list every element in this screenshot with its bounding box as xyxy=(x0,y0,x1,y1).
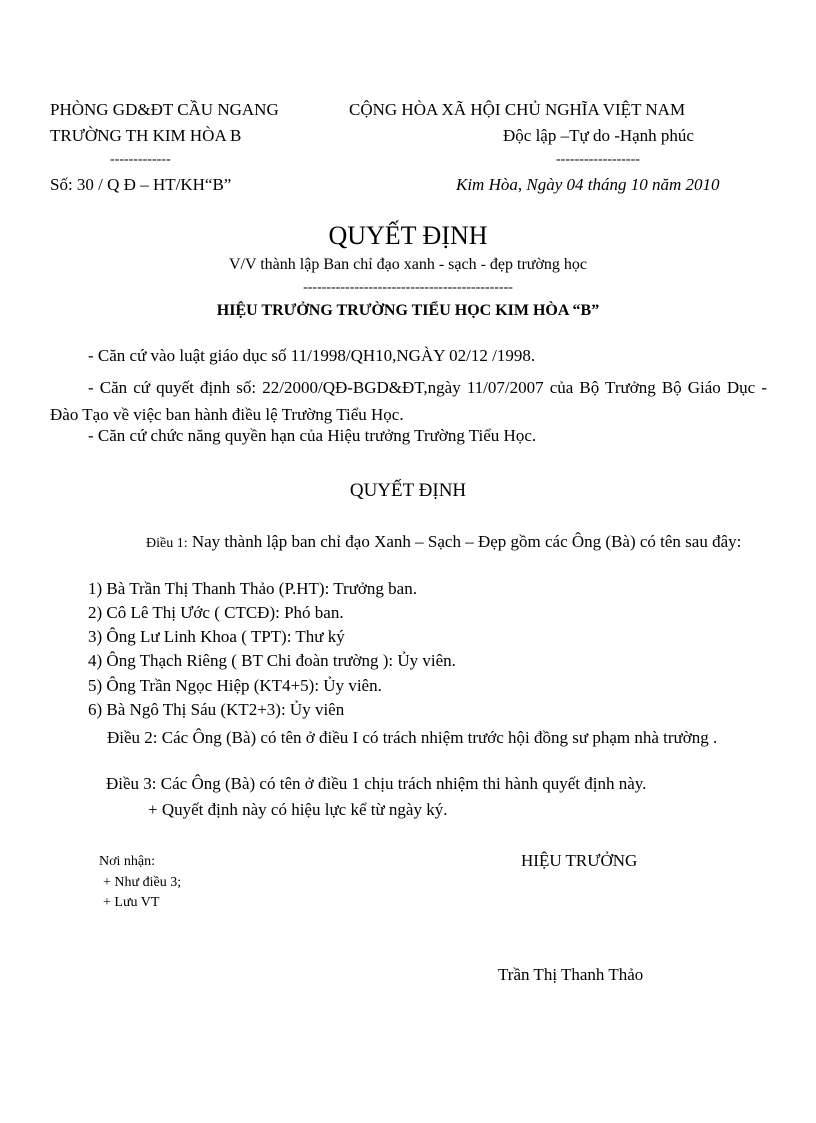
country-name: CỘNG HÒA XÃ HỘI CHỦ NGHĨA VIỆT NAM xyxy=(349,100,686,119)
issuer-title: HIỆU TRƯỞNG TRƯỜNG TIỂU HỌC KIM HÒA “B” xyxy=(216,302,600,319)
right-divider: ------------------ xyxy=(556,152,640,167)
document-subject: V/V thành lập Ban chỉ đạo xanh - sạch - đẹp trường học xyxy=(228,256,588,273)
member-5: 5) Ông Trần Ngọc Hiệp (KT4+5): Ủy viên. xyxy=(88,676,382,695)
article-2: Điều 2: Các Ông (Bà) có tên ở điều I có trách nhiệm trước hội đồng sư phạm nhà trường . xyxy=(107,728,718,747)
article-3: Điều 3: Các Ông (Bà) có tên ở điều 1 chịu trách nhiệm thi hành quyết định này. xyxy=(106,774,647,793)
basis-1: - Căn cứ vào luật giáo dục số 11/1998/QH10,NGÀY 02/12 /1998. xyxy=(88,346,536,365)
left-divider: ------------- xyxy=(110,152,171,167)
basis-3: - Căn cứ chức năng quyền hạn của Hiệu trưởng Trường Tiểu Học. xyxy=(88,426,537,445)
document-number: Số: 30 / Q Đ – HT/KH“B” xyxy=(50,175,232,194)
school-name: TRƯỜNG TH KIM HÒA B xyxy=(50,126,242,145)
basis-2: - Căn cứ quyết định số: 22/2000/QĐ-BGD&ĐT,ngày 11/07/2007 của Bộ Trưởng Bộ Giáo Dục - Đào Tạo về việc ban hành điều lệ Trường Tiểu Học. xyxy=(50,378,767,424)
place-date: Kim Hòa, Ngày 04 tháng 10 năm 2010 xyxy=(456,175,720,194)
member-3: 3) Ông Lư Linh Khoa ( TPT): Thư ký xyxy=(88,627,345,646)
member-6: 6) Bà Ngô Thị Sáu (KT2+3): Ủy viên xyxy=(88,700,345,719)
article-1-text: Nay thành lập ban chỉ đạo Xanh – Sạch – Đẹp gồm các Ông (Bà) có tên sau đây: xyxy=(191,532,742,551)
recipient-2: + Lưu VT xyxy=(103,895,160,910)
member-1: 1) Bà Trần Thị Thanh Thảo (P.HT): Trưởng ban. xyxy=(88,579,417,598)
recipients-label: Nơi nhận: xyxy=(99,854,156,869)
member-2: 2) Cô Lê Thị Ước ( CTCĐ): Phó ban. xyxy=(88,603,344,622)
signature-title: HIỆU TRƯỞNG xyxy=(521,851,638,870)
document-title: QUYẾT ĐỊNH xyxy=(328,221,488,250)
department-name: PHÒNG GD&ĐT CẦU NGANG xyxy=(50,100,279,119)
recipient-1: + Như điều 3; xyxy=(103,875,182,890)
article-1 xyxy=(50,530,767,555)
article-1-label: Điều 1: xyxy=(146,536,188,551)
title-divider: --------------------------------------------- xyxy=(303,280,513,295)
decision-heading: QUYẾT ĐỊNH xyxy=(349,480,467,501)
signatory-name: Trần Thị Thanh Thảo xyxy=(498,965,644,984)
national-motto: Độc lập –Tự do -Hạnh phúc xyxy=(503,126,694,145)
effective-date-note: + Quyết định này có hiệu lực kể từ ngày ký. xyxy=(148,800,448,819)
member-4: 4) Ông Thạch Riêng ( BT Chi đoàn trường ): Ủy viên. xyxy=(88,651,456,670)
